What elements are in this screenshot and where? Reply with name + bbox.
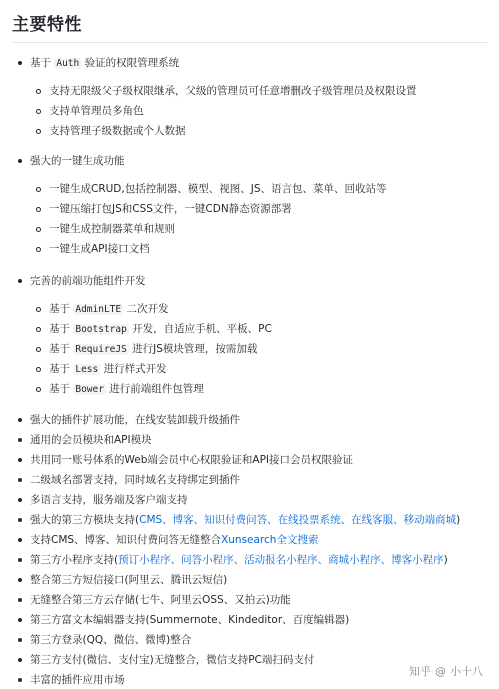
sub-feature-item — [0, 124, 186, 138]
sub-feature-item — [0, 382, 204, 397]
feature-item — [0, 673, 125, 687]
watermark-user: 小十八 — [450, 665, 483, 678]
feature-text: 共用同一账号体系的Web端会员中心权限验证和API接口会员权限验证 — [30, 454, 354, 466]
sub-feature-text: 支持无限级父子级权限继承，父级的管理员可任意增删改子级管理员及权限设置 — [49, 85, 417, 97]
feature-link[interactable]: Xunsearch全文搜索 — [221, 534, 319, 546]
feature-item — [0, 56, 179, 71]
feature-item — [0, 413, 240, 427]
sub-feature-text: 一键生成控制器菜单和规则 — [49, 223, 175, 235]
title-divider — [12, 42, 487, 43]
sub-feature-text: 基于 — [49, 323, 74, 335]
feature-item — [0, 453, 353, 467]
feature-text: 完善的前端功能组件开发 — [30, 275, 146, 287]
sub-feature-item — [0, 104, 144, 118]
feature-item — [0, 473, 240, 487]
sub-feature-item — [0, 242, 150, 256]
sub-feature-text: 基于 — [49, 343, 74, 355]
feature-item — [0, 493, 188, 507]
feature-text: 第三方登录(QQ、微信、微博)整合 — [30, 634, 192, 646]
watermark-brand: 知乎 — [409, 665, 431, 678]
feature-item — [0, 433, 152, 447]
sub-feature-item — [0, 182, 387, 196]
sub-feature-text: 基于 — [49, 383, 74, 395]
sub-feature-text: 支持单管理员多角色 — [49, 105, 144, 117]
inline-code: Bower — [75, 384, 104, 395]
sub-feature-item — [0, 84, 417, 98]
page-title: 主要特性 — [12, 15, 82, 35]
zhihu-watermark — [409, 663, 483, 679]
feature-text: 第三方小程序支持( — [30, 554, 119, 566]
sub-feature-text: 基于 — [49, 303, 74, 315]
feature-text: 整合第三方短信接口(阿里云、腾讯云短信) — [30, 574, 228, 586]
sub-feature-item — [0, 222, 175, 236]
feature-text: 支持CMS、博客、知识付费问答无缝整合 — [30, 534, 222, 546]
sub-feature-text: 支持管理子级数据或个人数据 — [49, 125, 186, 137]
feature-item — [0, 274, 146, 288]
feature-item — [0, 573, 227, 587]
sub-feature-text: 基于 — [49, 363, 74, 375]
feature-item — [0, 513, 460, 527]
sub-feature-item — [0, 342, 257, 357]
inline-code: Auth — [56, 58, 80, 69]
sub-feature-text: 一键生成CRUD,包括控制器、模型、视图、JS、语言包、菜单、回收站等 — [49, 183, 387, 195]
sub-feature-text: 进行样式开发 — [100, 363, 167, 375]
feature-link[interactable]: CMS、博客、知识付费问答、在线投票系统、在线客服、移动端商城 — [139, 514, 457, 526]
sub-feature-item — [0, 322, 272, 337]
feature-item — [0, 533, 318, 547]
feature-text: 无缝整合第三方云存储(七牛、阿里云OSS、又拍云)功能 — [30, 594, 291, 606]
feature-text: 基于 — [30, 57, 55, 69]
feature-text: ) — [443, 554, 448, 566]
sub-feature-text: 二次开发 — [123, 303, 169, 315]
feature-text: 第三方富文本编辑器支持(Summernote、Kindeditor、百度编辑器) — [30, 614, 350, 626]
inline-code: Less — [75, 364, 99, 375]
feature-text: 丰富的插件应用市场 — [30, 674, 125, 686]
sub-feature-item — [0, 202, 292, 216]
feature-text: 通用的会员模块和API模块 — [30, 434, 152, 446]
sub-feature-text: 开发，自适应手机、平板、PC — [128, 323, 272, 335]
sub-feature-text: 一键生成API接口文档 — [49, 243, 150, 255]
feature-item — [0, 593, 291, 607]
feature-text: ) — [456, 514, 461, 526]
feature-item — [0, 633, 191, 647]
watermark-at: @ — [435, 664, 446, 678]
feature-text: 强大的一键生成功能 — [30, 155, 125, 167]
sub-feature-text: 一键压缩打包JS和CSS文件，一键CDN静态资源部署 — [49, 203, 292, 215]
feature-item — [0, 154, 125, 168]
feature-item — [0, 613, 349, 627]
sub-feature-text: 进行前端组件包管理 — [105, 383, 204, 395]
feature-text: 第三方支付(微信、支付宝)无缝整合，微信支持PC端扫码支付 — [30, 654, 315, 666]
sub-feature-item — [0, 362, 167, 377]
sub-feature-text: 进行JS模块管理，按需加载 — [128, 343, 258, 355]
sub-feature-item — [0, 302, 168, 317]
feature-item — [0, 653, 314, 667]
feature-item — [0, 553, 448, 567]
feature-text: 多语言支持，服务端及客户端支持 — [30, 494, 188, 506]
feature-link[interactable]: 预订小程序、问答小程序、活动报名小程序、商城小程序、博客小程序 — [118, 554, 444, 566]
feature-text: 验证的权限管理系统 — [81, 57, 180, 69]
inline-code: AdminLTE — [75, 304, 122, 315]
feature-text: 强大的插件扩展功能，在线安装卸载升级插件 — [30, 414, 240, 426]
inline-code: RequireJS — [75, 344, 127, 355]
feature-text: 二级域名部署支持，同时域名支持绑定到插件 — [30, 474, 240, 486]
feature-text: 强大的第三方模块支持( — [30, 514, 140, 526]
inline-code: Bootstrap — [75, 324, 127, 335]
